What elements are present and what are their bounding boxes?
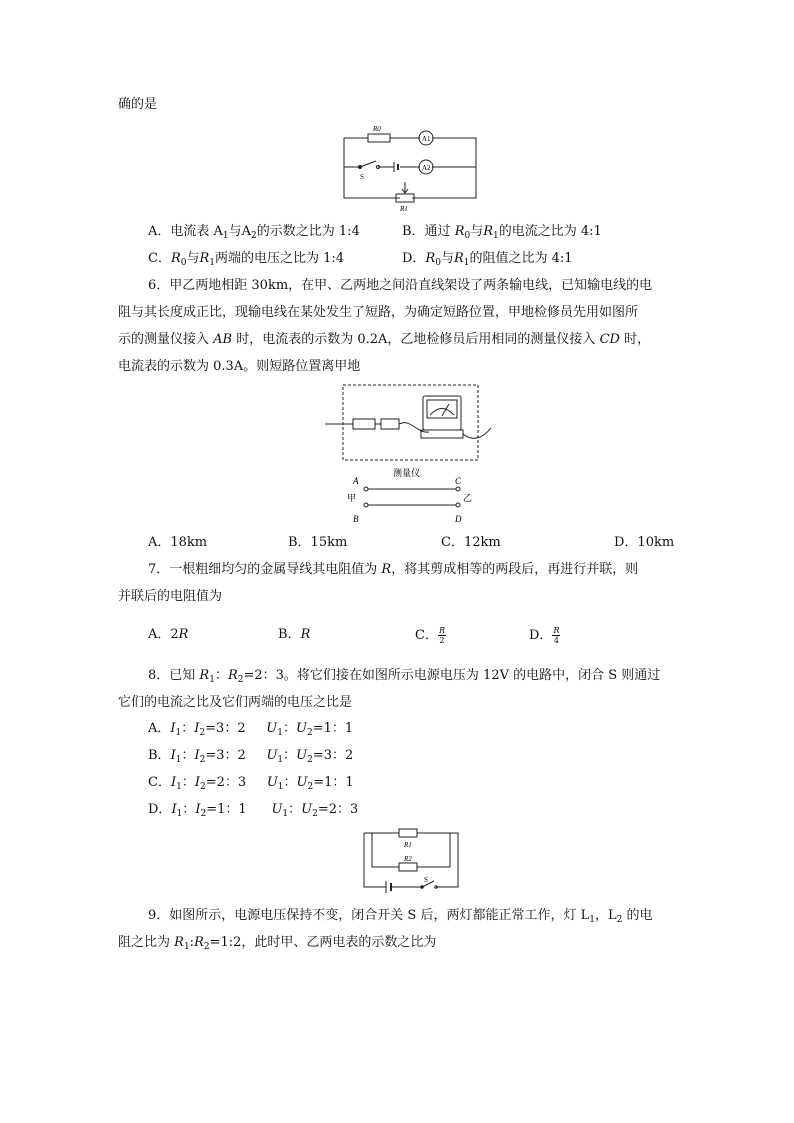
colon: ： [288,802,302,817]
opt-text: A．电流表 A [148,224,223,239]
q6-option-a: A．18km [148,535,208,550]
q6-line-3 [118,331,650,349]
switch-label: S [424,876,428,884]
q8-option-c: C．$I_1$：$I_2=2$：3 $U_1$：$U_2=1$：1 [148,775,354,792]
device-caption: 测量仪 [393,468,421,478]
r0-label: R0 [373,125,381,133]
q7-r: R [381,562,392,577]
colon: ： [283,748,297,763]
q7-line-2: 并联后的电阻值为 [118,589,223,604]
q6-measuring-device-figure [325,382,495,527]
q7-text: ，将其剪成相等的两段后，再进行并联，则 [391,562,639,577]
q8-line-2: 它们的电流之比及它们两端的电压之比是 [118,695,353,710]
opt-text: 与A [228,224,252,239]
opt-label: D． [148,802,172,817]
q9-text: 9．如图所示，电源电压保持不变，闭合开关 S 后，两灯都能正常工作，灯 L [148,908,590,923]
opt-text: B． [278,627,301,642]
jia-label: 甲 [347,493,357,503]
opt-text: C． [148,251,171,266]
opt-text: 的阻值之比为 4:1 [469,251,573,266]
a2-label: A2 [422,164,431,172]
q5-option-a: A．电流表 $A_1$与$A_2$的示数之比为 1:4 [148,224,360,241]
opt-text: A．2 [148,627,179,642]
q9-text: =1:2，此时甲、乙两电表的示数之比为 [209,935,437,950]
q7-line-1 [148,561,638,579]
q7-option-b [278,626,310,644]
q6-text: 时， [619,332,651,347]
current-ratio: =3：2 [205,721,246,736]
yi-label: 乙 [463,493,473,503]
colon: ： [181,775,195,790]
r1-label: R1 [400,205,408,212]
fraction-r-over-4 [552,626,560,645]
opt-text: C． [415,628,438,643]
q6-line-1: 6．甲乙两地相距 30km，在甲、乙两地之间沿直线架设了两条输电线，已知输电线的电 [148,278,653,293]
q8-text: =2：3。将它们接在如图所示电源电压为 12V 的电路中，闭合 S 则通过 [243,668,661,683]
opt-text: 与 [440,251,454,266]
colon: ： [181,721,195,736]
q9-text: ，L [594,908,617,923]
opt-text: D． [529,628,553,643]
r2-label: R2 [404,855,412,863]
switch-label: S [360,173,364,181]
colon: ： [282,721,296,736]
q9-text: 阻之比为 [118,935,175,950]
q7-option-c [415,626,446,645]
opt-r: R [300,627,311,642]
q6-option-c: C．12km [441,535,501,550]
q6-option-d: D．10km [614,535,675,550]
q5-option-b: B．通过 $R_0$与$R_1$的电流之比为 4:1 [402,224,602,241]
q9-line-1: 9．如图所示，电源电压保持不变，闭合开关 S 后，两灯都能正常工作，灯 $L_1$，$L_2$ 的电 [148,908,653,925]
point-c-label: C [455,476,462,486]
current-ratio: =2：3 [205,775,247,790]
q7-option-d [529,626,560,645]
q6-option-b: B．15km [288,535,348,550]
point-b-label: B [353,514,359,524]
voltage-ratio: =3：2 [312,748,354,763]
point-d-label: D [455,514,462,524]
opt-text: B．通过 [402,224,455,239]
voltage-ratio: =2：3 [317,802,359,817]
opt-text: 与 [186,251,200,266]
q6-line-2: 阻与其长度成正比，现输电线在某处发生了短路，为确定短路位置，甲地检修员先用如图所 [118,305,639,320]
opt-text: 的电流之比为 4:1 [498,224,602,239]
frac-den: 4 [553,636,559,645]
opt-text: D． [402,251,426,266]
q5-option-c: C．$R_0$与$R_1$两端的电压之比为 1:4 [148,251,345,268]
current-ratio: =1：1 [206,802,247,817]
q6-ab: AB [213,332,233,347]
opt-label: A． [148,721,171,736]
frac-num: R [438,626,445,635]
q6-text: 示的测量仪接入 [118,332,214,347]
q8-circuit-diagram [358,825,468,893]
current-ratio: =3：2 [205,748,246,763]
opt-label: C． [148,775,171,790]
q8-text: ： [214,668,228,683]
colon: ： [182,802,196,817]
q8-line-1: 8．已知 $R_1$：$R_2=2$：3。将它们接在如图所示电源电压为 12V 的电路中，闭合 S 则通过 [148,668,661,685]
q7-option-a [148,626,188,644]
q6-line-4: 电流表的示数为 0.3A。则短路位置离甲地 [118,359,361,374]
frac-num: R [553,626,560,635]
q8-text: 8．已知 [148,668,200,683]
q5-option-d: D．$R_0$与$R_1$的阻值之比为 4:1 [402,251,573,268]
q9-text: 的电 [622,908,653,923]
q6-text: 时，电流表的示数为 0.2A，乙地检修员后用相同的测量仪接入 [232,332,600,347]
opt-text: 的示数之比为 1:4 [256,224,360,239]
r1-label: R1 [404,841,412,849]
opt-text: 两端的电压之比为 1:4 [215,251,345,266]
point-a-label: A [353,476,359,486]
question-tail: 确的是 [118,97,158,112]
q6-cd: CD [599,332,620,347]
voltage-ratio: =1：1 [313,775,354,790]
colon: ： [181,748,195,763]
q8-option-d: D．$I_1$：$I_2=1$：1 $U_1$：$U_2=2$：3 [148,802,359,819]
opt-label: B． [148,748,171,763]
frac-den: 2 [439,636,445,645]
q8-option-a: A．$I_1$：$I_2=3$：2 $U_1$：$U_2=1$：1 [148,721,354,738]
a1-label: A1 [422,135,431,143]
fraction-r-over-2 [438,626,446,645]
q5-circuit-diagram [338,122,488,212]
opt-text: 与 [470,224,484,239]
opt-r: R [178,627,189,642]
colon: ： [283,775,297,790]
q7-text: 7．一根粗细均匀的金属导线其电阻值为 [148,562,382,577]
voltage-ratio: =1：1 [312,721,354,736]
q9-line-2: 阻之比为 $R_1:R_2=1:2$，此时甲、乙两电表的示数之比为 [118,935,437,952]
q8-option-b: B．$I_1$：$I_2=3$：2 $U_1$：$U_2=3$：2 [148,748,354,765]
